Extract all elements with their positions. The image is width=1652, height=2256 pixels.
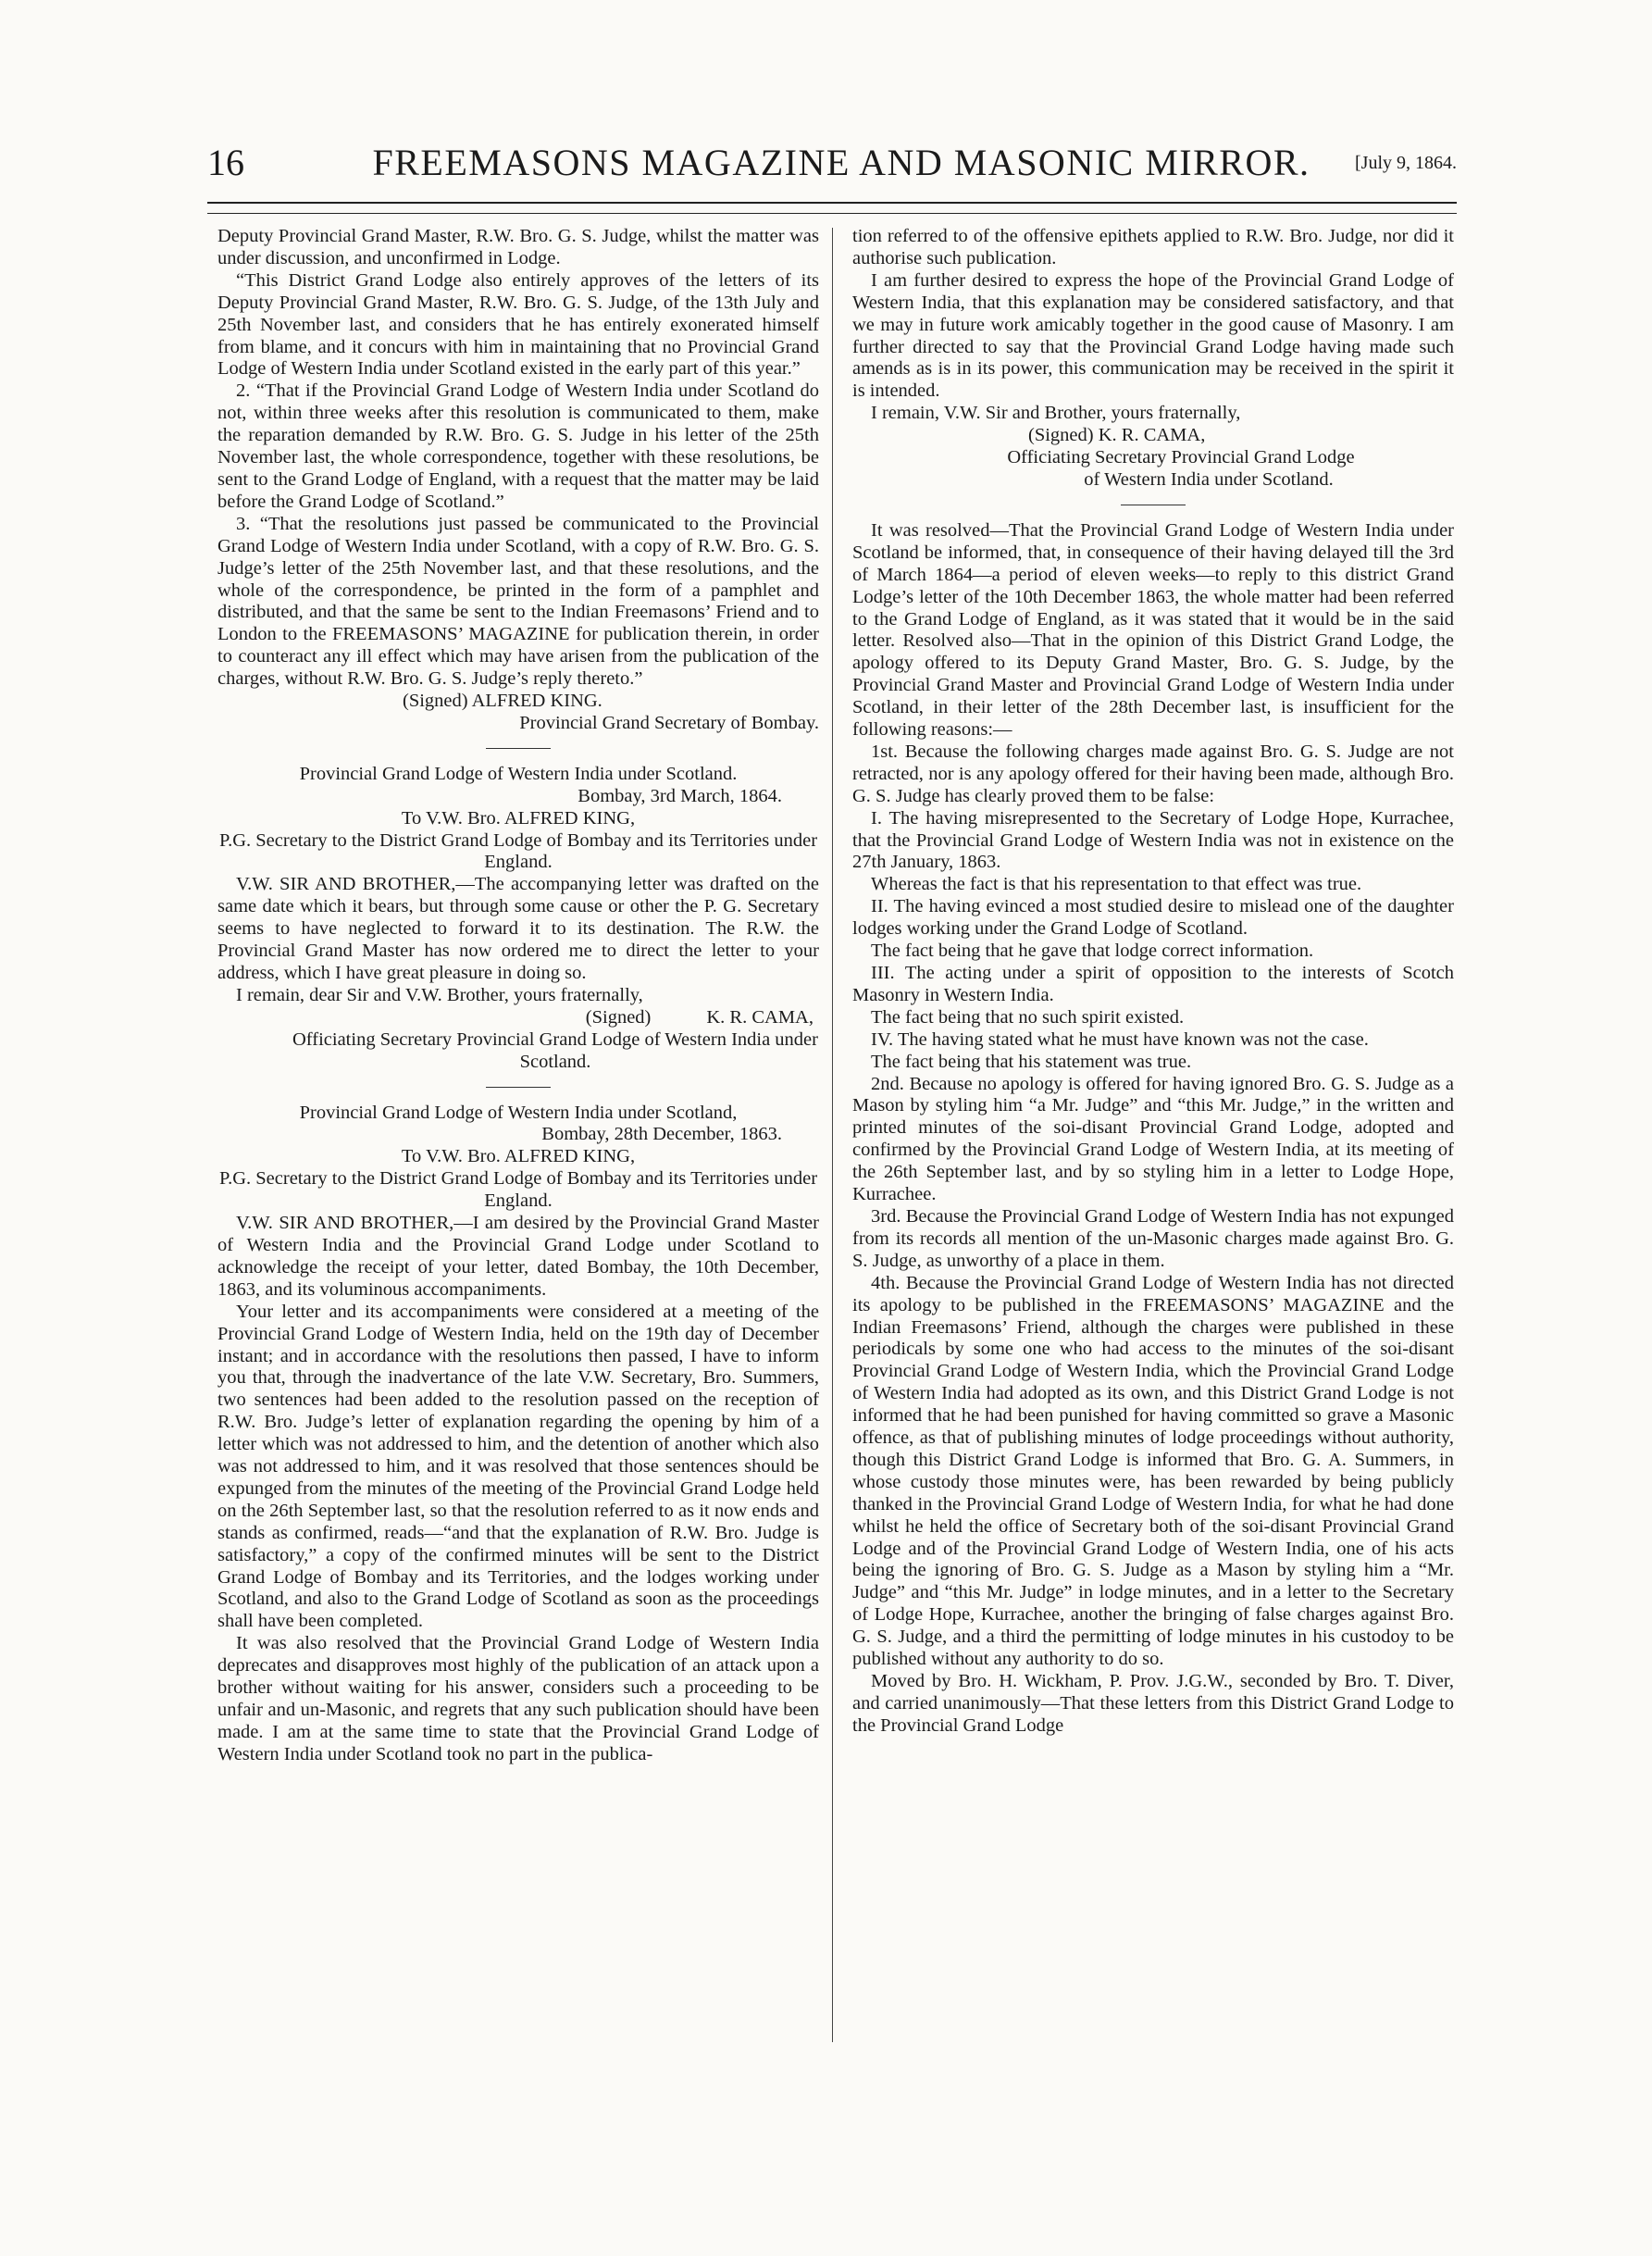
signature-line: (Signed) K. R. CAMA,	[1028, 425, 1206, 446]
section-divider	[486, 1087, 551, 1088]
paragraph: V.W. SIR AND BROTHER,—The accompanying letter was drafted on the same date which it bears, but through some cause or other the P. G. Secretary seems to have neglected to forward it to its destination. The R.W. the Provincial Grand Master has now ordered me to direct the letter to your address, which I have great pleasure in doing so.	[217, 874, 819, 983]
signature-line: (Signed) ALFRED KING.	[403, 691, 602, 712]
paragraph: It was resolved—That the Provincial Grand Lodge of Western India under Scotland be informed, that, in consequence of their having delayed till the 3rd of March 1864—a period of eleven weeks—to reply to this district Grand Lodge’s letter of the 10th December 1863, the whole matter had been referred to the Grand Lodge of England, as it was stated that it would be in the said letter. Resolved also—That in the opinion of this District Grand Lodge, the apology offered to its Deputy Grand Master, Bro. G. S. Judge, by the Provincial Grand Master and Provincial Grand Lodge of Western India under Scotland, in their letter of the 28th December last, is insufficient for the following reasons:—	[852, 519, 1454, 741]
charge-reply: The fact being that his statement was true.	[871, 1051, 1192, 1072]
paragraph: 3. “That the resolutions just passed be communicated to the Provincial Grand Lodge of Western India under Scotland, with a copy of R.W. Bro. G. S. Judge’s letter of the 25th November last, and that these resolutions, and the whole of the correspondence, be printed in the form of a pamphlet and distributed, and that the same be sent to the Indian Freemasons’ Friend and to London to the FREEMASONS’ MAGAZINE for publication therein, in order to counteract any ill effect which may have arisen from the publication of the charges, without R.W. Bro. G. S. Judge’s reply thereto.”	[217, 513, 819, 690]
paragraph: 2. “That if the Provincial Grand Lodge of Western India under Scotland do not, within three weeks after this resolution is communicated to them, make the reparation demanded by R.W. Bro. G. S. Judge in his letter of the 25th November last, the whole correspondence, together with these resolutions, be sent to the Grand Lodge of England, with a request that the matter may be laid before the Grand Lodge of Scotland.”	[217, 380, 819, 512]
left-column	[217, 226, 819, 2050]
page-number: 16	[207, 142, 244, 183]
charge-item: I. The having misrepresented to the Secretary of Lodge Hope, Kurrachee, that the Provincial Grand Lodge of Western India was not in existence on the 27th January, 1863.	[852, 807, 1454, 873]
paragraph: 4th. Because the Provincial Grand Lodge of Western India has not directed its apology to be published in the FREEMASONS’ MAGAZINE and the Indian Freemasons’ Friend, although the charges were published in these periodicals by some one who had access to the minutes of the soi-disant Provincial Grand Lodge of Western India, which the Provincial Grand Lodge of Western India had adopted as its own, and this District Grand Lodge is not informed that he had been punished for having committed so grave a Masonic offence, as that of publishing minutes of lodge proceedings without authority, though this District Grand Lodge is informed that Bro. G. A. Summers, in whose custody those minutes were, has been rewarded by being publicly thanked in the Provincial Grand Lodge of Western India, for what he had done whilst he held the office of Secretary both of the soi-disant Provincial Grand Lodge and of the Provincial Grand Lodge of Western India, one of his acts being the ignoring of Bro. G. S. Judge as a Mason by styling him a “Mr. Judge” and “this Mr. Judge” in lodge minutes, and in a letter to the Secretary of Lodge Hope, Kurrachee, another the bringing of false charges against Bro. G. S. Judge, and a third the permitting of lodge minutes in his custodoy to be published without any authority to do so.	[852, 1272, 1454, 1670]
paragraph: “This District Grand Lodge also entirely approves of the letters of its Deputy Provincial Grand Master, R.W. Bro. G. S. Judge, of the 13th July and 25th November last, and considers that he has entirely exonerated himself from blame, and it concurs with him in maintaining that no Provincial Grand Lodge of Western India under Scotland existed in the early part of this year.”	[217, 269, 819, 380]
paragraph: 1st. Because the following charges made against Bro. G. S. Judge are not retracted, nor is any apology offered for their having been made, although Bro. G. S. Judge has clearly proved them to be false:	[852, 741, 1454, 806]
signatory-title: Officiating Secretary Provincial Grand Lodge of Western India under Scotland.	[292, 1028, 818, 1072]
closing-line: I remain, V.W. Sir and Brother, yours fraternally,	[871, 403, 1241, 424]
paragraph: 2nd. Because no apology is offered for having ignored Bro. G. S. Judge as a Mason by styling him “a Mr. Judge” and “this Mr. Judge,” in the written and printed minutes of the soi-disant Provincial Grand Lodge, adopted and confirmed by the Provincial Grand Lodge of Western India, at its meeting of the 26th September last, and by so styling him in a letter to Lodge Hope, Kurrachee.	[852, 1073, 1454, 1205]
addressee-title: P.G. Secretary to the District Grand Lodge of Bombay and its Territories under England.	[218, 829, 818, 873]
paragraph: Deputy Provincial Grand Master, R.W. Bro. G. S. Judge, whilst the matter was under discussion, and unconfirmed in Lodge.	[217, 226, 819, 268]
closing-line: I remain, dear Sir and V.W. Brother, yours fraternally,	[236, 984, 643, 1005]
page-header	[207, 139, 1457, 194]
letter-date: Bombay, 28th December, 1863.	[541, 1124, 782, 1145]
paragraph: Your letter and its accompaniments were considered at a meeting of the Provincial Grand Lodge of Western India, held on the 19th day of December instant; and in accordance with the resolutions then passed, I have to inform you that, through the inadvertance of the late V.W. Secretary, Bro. Summers, two sentences had been added to the resolution passed on the reception of R.W. Bro. Judge’s letter of explanation regarding the opening by him of a letter which was not addressed to him, and the detention of another which also was not addressed to him, and it was resolved that those sentences should be expunged from the minutes of the meeting of the Provincial Grand Lodge held on the 26th September last, so that the resolution referred to as it now ends and stands as confirmed, reads—“and that the explanation of R.W. Bro. Judge is satisfactory,” a copy of the confirmed minutes will be sent to the District Grand Lodge of Bombay and its Territories, and the lodges working under Scotland, and also to the Grand Lodge of Scotland as soon as the proceedings shall have been completed.	[217, 1301, 819, 1632]
charge-reply: The fact being that no such spirit existed.	[871, 1006, 1185, 1028]
signatory-title: Officiating Secretary Provincial Grand Lodge	[1007, 447, 1355, 468]
section-divider	[486, 748, 551, 749]
letter-date: Bombay, 3rd March, 1864.	[578, 785, 782, 806]
letter-heading: Provincial Grand Lodge of Western India under Scotland,	[299, 1102, 738, 1123]
signature-block	[217, 1007, 819, 1029]
letter-heading: Provincial Grand Lodge of Western India under Scotland.	[299, 763, 738, 784]
signature-title: Provincial Grand Secretary of Bombay.	[519, 712, 819, 733]
letter-addressee: To V.W. Bro. ALFRED KING,	[401, 807, 636, 829]
header-rule-thick	[207, 202, 1457, 204]
issue-date: [July 9, 1864.	[1355, 153, 1457, 173]
charge-item: IV. The having stated what he must have known was not the case.	[871, 1028, 1369, 1050]
paragraph: V.W. SIR AND BROTHER,—I am desired by the Provincial Grand Master of Western India and the Provincial Grand Lodge under Scotland to acknowledge the receipt of your letter, dated Bombay, the 10th December, 1863, and its voluminous accompaniments.	[217, 1213, 819, 1300]
addressee-title: P.G. Secretary to the District Grand Lodge of Bombay and its Territories under England.	[218, 1168, 818, 1212]
header-rule-thin	[207, 213, 1457, 214]
charge-reply: Whereas the fact is that his representation to that effect was true.	[871, 874, 1362, 895]
paragraph: tion referred to of the offensive epithets applied to R.W. Bro. Judge, nor did it authorise such publication.	[852, 226, 1454, 268]
charge-item: III. The acting under a spirit of opposition to the interests of Scotch Masonry in Western India.	[852, 963, 1454, 1005]
charge-reply: The fact being that he gave that lodge correct information.	[871, 941, 1314, 962]
paragraph: Moved by Bro. H. Wickham, P. Prov. J.G.W., seconded by Bro. T. Diver, and carried unanimously—That these letters from this District Grand Lodge to the Provincial Grand Lodge	[852, 1671, 1454, 1736]
signatory-name: K. R. CAMA,	[706, 1006, 814, 1028]
letter-addressee: To V.W. Bro. ALFRED KING,	[401, 1146, 636, 1167]
paragraph: 3rd. Because the Provincial Grand Lodge of Western India has not expunged from its records all mention of the un-Masonic charges made against Bro. G. S. Judge, as unworthy of a place in them.	[852, 1205, 1454, 1271]
paragraph: I am further desired to express the hope of the Provincial Grand Lodge of Western India, that this explanation may be considered satisfactory, and that we may in future work amicably together in the good cause of Masonry. I am further directed to say that the Provincial Grand Lodge having made such amends as is in its power, this communication may be received in the spirit it is intended.	[852, 269, 1454, 402]
running-title: FREEMASONS MAGAZINE AND MASONIC MIRROR.	[372, 142, 1310, 183]
signatory-title: of Western India under Scotland.	[1084, 468, 1334, 490]
column-separator	[832, 228, 833, 2042]
signed-mark: (Signed)	[585, 1006, 652, 1028]
charge-item: II. The having evinced a most studied desire to mislead one of the daughter lodges working under the Grand Lodge of Scotland.	[852, 896, 1454, 940]
right-column	[852, 226, 1454, 2050]
paragraph: It was also resolved that the Provincial Grand Lodge of Western India deprecates and disapproves most highly of the publication of an attack upon a brother without waiting for his answer, considers such a proceeding to be unfair and un-Masonic, and regrets that any such publication should have been made. I am at the same time to state that the Provincial Grand Lodge of Western India under Scotland took no part in the publica-	[217, 1633, 819, 1764]
